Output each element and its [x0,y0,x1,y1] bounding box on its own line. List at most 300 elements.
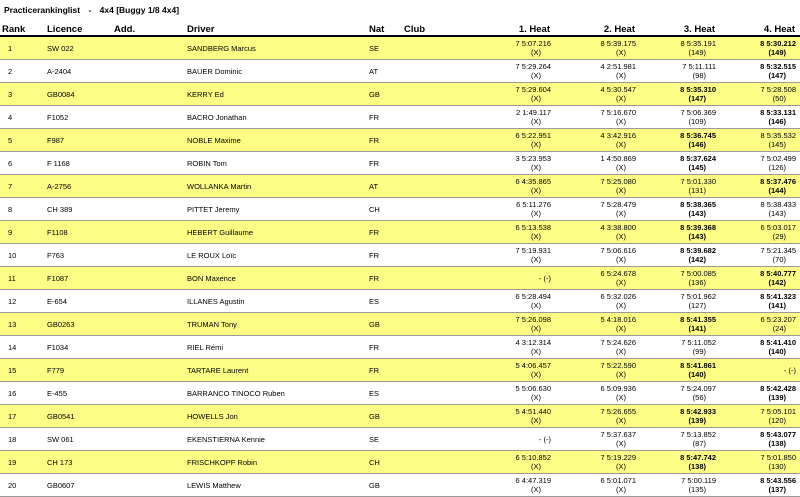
nat-cell: FR [367,152,402,175]
heat-3-cell [640,175,720,198]
table-row[interactable] [0,152,800,175]
heat-result: 7 5:02.499 [760,154,796,163]
col-add[interactable]: Add. [112,22,185,36]
rank-cell: 2 [0,60,45,83]
heat-position: (X) [616,48,626,57]
table-row[interactable] [0,290,800,313]
nat-cell: CH [367,198,402,221]
licence-cell: F1087 [45,267,112,290]
heat-2-cell [555,313,640,336]
licence-cell: GB0084 [45,83,112,106]
heat-result: 7 5:16.670 [600,108,636,117]
heat-result: 7 5:21.345 [760,246,796,255]
nat-cell: GB [367,313,402,336]
heat-position: (29) [772,232,786,241]
heat-4-cell [720,221,800,244]
licence-cell: CH 389 [45,198,112,221]
col-rank[interactable]: Rank [0,22,45,36]
club-cell [402,382,470,405]
table-row[interactable] [0,83,800,106]
heat-position: (99) [692,347,706,356]
nat-cell: GB [367,83,402,106]
heat-position: (138) [688,462,706,471]
heat-3-cell [640,244,720,267]
heat-result: 8 5:35.191 [680,39,716,48]
heat-position: (141) [768,301,786,310]
heat-result: 8 5:41.323 [760,292,796,301]
heat-result: 5 4:06.457 [515,361,551,370]
table-row[interactable] [0,267,800,290]
club-cell [402,290,470,313]
driver-cell: BON Maxence [185,267,367,290]
club-cell [402,36,470,60]
heat-result: 7 5:11.111 [682,62,716,71]
table-row[interactable] [0,221,800,244]
heat-position: (130) [768,462,786,471]
heat-position: (X) [531,209,541,218]
heat-result: 6 4:47.319 [515,476,551,485]
heat-result: 8 5:39.682 [680,246,716,255]
heat-position: (126) [768,163,786,172]
club-cell [402,474,470,497]
heat-2-cell [555,106,640,129]
club-cell [402,451,470,474]
club-cell [402,106,470,129]
licence-cell: GB0607 [45,474,112,497]
heat-result: 7 5:01.330 [680,177,716,186]
heat-position: (109) [688,117,706,126]
add-cell [112,290,185,313]
title-separator: - [88,5,92,15]
table-row[interactable] [0,451,800,474]
heat-result: 4 3:42.916 [600,131,636,140]
heat-result: - (-) [538,434,551,444]
licence-cell: F1108 [45,221,112,244]
heat-4-cell [720,336,800,359]
club-cell [402,313,470,336]
heat-1-cell [470,36,555,60]
driver-cell: BACRO Jonathan [185,106,367,129]
heat-1-cell [470,359,555,382]
table-row[interactable] [0,244,800,267]
col-heat-1[interactable]: 1. Heat [470,22,555,36]
licence-cell: F1052 [45,106,112,129]
heat-2-cell [555,244,640,267]
heat-1-cell [470,474,555,497]
heat-position: (137) [768,485,786,494]
heat-result: 6 5:23.207 [760,315,796,324]
add-cell [112,60,185,83]
nat-cell: AT [367,60,402,83]
heat-4-cell [720,474,800,497]
club-cell [402,129,470,152]
heat-position: (147) [688,94,706,103]
add-cell [112,106,185,129]
table-row[interactable] [0,359,800,382]
heat-position: (131) [688,186,706,195]
heat-position: (X) [616,485,626,494]
heat-3-cell [640,36,720,60]
heat-result: 8 5:37.624 [680,154,716,163]
heat-result: 7 5:00.085 [680,269,716,278]
heat-4-cell [720,267,800,290]
heat-position: (X) [531,485,541,494]
rank-cell: 4 [0,106,45,129]
licence-cell: A-2404 [45,60,112,83]
heat-position: (143) [768,209,786,218]
heat-result: 7 5:24.626 [600,338,636,347]
heat-3-cell [640,267,720,290]
table-row[interactable] [0,336,800,359]
heat-1-cell [470,290,555,313]
heat-1-cell [470,221,555,244]
heat-4-cell [720,175,800,198]
heat-result: - (-) [783,365,796,375]
licence-cell: A-2756 [45,175,112,198]
heat-position: (145) [688,163,706,172]
rank-cell: 16 [0,382,45,405]
nat-cell: FR [367,336,402,359]
heat-position: (X) [616,94,626,103]
heat-result: 8 5:37.476 [760,177,796,186]
col-club[interactable]: Club [402,22,470,36]
heat-result: 8 5:40.777 [760,269,796,278]
table-row[interactable] [0,474,800,497]
heat-position: (56) [692,393,706,402]
heat-1-cell [470,382,555,405]
club-cell [402,244,470,267]
heat-position: (X) [616,347,626,356]
heat-2-cell [555,198,640,221]
heat-position: (139) [688,416,706,425]
heat-result: 8 5:39.175 [600,39,636,48]
heat-result: 4 2:51.981 [600,62,636,71]
heat-position: (X) [531,301,541,310]
add-cell [112,382,185,405]
nat-cell: FR [367,244,402,267]
heat-result: 8 5:35.310 [680,85,716,94]
add-cell [112,83,185,106]
heat-4-cell [720,244,800,267]
heat-3-cell [640,129,720,152]
rank-cell: 17 [0,405,45,428]
heat-position: (X) [531,71,541,80]
heat-result: 8 5:43.556 [760,476,796,485]
heat-3-cell [640,83,720,106]
heat-4-cell [720,451,800,474]
driver-cell: LE ROUX Loïc [185,244,367,267]
heat-position: (X) [531,94,541,103]
heat-position: (149) [688,48,706,57]
heat-position: (X) [616,163,626,172]
heat-position: (X) [616,462,626,471]
table-row[interactable] [0,60,800,83]
col-heat-2[interactable]: 2. Heat [555,22,640,36]
add-cell [112,175,185,198]
nat-cell: FR [367,267,402,290]
heat-result: 8 5:32.515 [760,62,796,71]
heat-position: (146) [688,140,706,149]
rank-cell: 13 [0,313,45,336]
heat-position: (142) [768,278,786,287]
heat-3-cell [640,405,720,428]
heat-position: (87) [692,439,706,448]
rank-cell: 12 [0,290,45,313]
col-heat-4[interactable]: 4. Heat [720,22,800,36]
heat-result: 7 5:07.216 [515,39,551,48]
add-cell [112,451,185,474]
table-row[interactable] [0,198,800,221]
heat-result: 8 5:38.433 [760,200,796,209]
heat-position: (149) [768,48,786,57]
table-row[interactable] [0,106,800,129]
heat-3-cell [640,290,720,313]
nat-cell: SE [367,36,402,60]
class-name: 4x4 [Buggy 1/8 4x4] [99,5,180,15]
heat-result: 7 5:01.962 [680,292,716,301]
heat-result: 7 5:01.850 [760,453,796,462]
heat-position: (70) [772,255,786,264]
heat-2-cell [555,129,640,152]
heat-position: (140) [768,347,786,356]
add-cell [112,336,185,359]
heat-3-cell [640,198,720,221]
heat-4-cell [720,129,800,152]
heat-result: 6 5:03.017 [760,223,796,232]
rank-cell: 11 [0,267,45,290]
heat-position: (143) [688,232,706,241]
heat-position: (X) [531,416,541,425]
driver-cell: ROBIN Tom [185,152,367,175]
heat-result: 7 5:05.101 [760,407,796,416]
heat-position: (X) [531,140,541,149]
ranking-table [0,22,800,497]
heat-position: (X) [531,393,541,402]
heat-3-cell [640,428,720,451]
licence-cell: E-654 [45,290,112,313]
heat-1-cell [470,83,555,106]
table-header-row [0,22,800,36]
heat-1-cell [470,267,555,290]
club-cell [402,267,470,290]
heat-position: (136) [688,278,706,287]
heat-position: (X) [616,393,626,402]
heat-result: 7 5:06.369 [680,108,716,117]
table-row[interactable] [0,129,800,152]
heat-result: 8 5:41.355 [680,315,716,324]
driver-cell: TARTARE Laurent [185,359,367,382]
nat-cell: FR [367,106,402,129]
heat-position: (X) [531,48,541,57]
table-row[interactable] [0,405,800,428]
list-name: Practicerankinglist [4,5,81,15]
heat-result: 8 5:36.745 [680,131,716,140]
heat-result: - (-) [538,273,551,283]
club-cell [402,175,470,198]
heat-position: (X) [616,370,626,379]
table-row[interactable] [0,428,800,451]
heat-1-cell [470,175,555,198]
heat-3-cell [640,221,720,244]
heat-2-cell [555,336,640,359]
heat-1-cell [470,428,555,451]
driver-cell: ILLANES Agustin [185,290,367,313]
heat-position: (147) [768,71,786,80]
add-cell [112,359,185,382]
col-driver[interactable]: Driver [185,22,367,36]
heat-result: 8 5:43.077 [760,430,796,439]
heat-3-cell [640,451,720,474]
heat-position: (141) [688,324,706,333]
driver-cell: HEBERT Guillaume [185,221,367,244]
club-cell [402,428,470,451]
heat-2-cell [555,152,640,175]
rank-cell: 14 [0,336,45,359]
rank-cell: 8 [0,198,45,221]
heat-position: (120) [768,416,786,425]
heat-result: 5 4:51.440 [515,407,551,416]
club-cell [402,198,470,221]
heat-position: (139) [768,393,786,402]
heat-position: (X) [531,117,541,126]
nat-cell: FR [367,129,402,152]
heat-4-cell [720,198,800,221]
heat-result: 1 4:50.869 [600,154,636,163]
page-title [4,5,185,15]
heat-position: (X) [531,347,541,356]
heat-position: (127) [688,301,706,310]
heat-3-cell [640,474,720,497]
rank-cell: 9 [0,221,45,244]
heat-result: 7 5:26.098 [515,315,551,324]
heat-1-cell [470,129,555,152]
heat-3-cell [640,106,720,129]
heat-4-cell [720,152,800,175]
heat-result: 7 5:00.119 [681,476,716,485]
heat-result: 8 5:38.365 [680,200,716,209]
heat-position: (X) [531,255,541,264]
licence-cell: F 1168 [45,152,112,175]
heat-4-cell [720,359,800,382]
driver-cell: FRISCHKOPF Robin [185,451,367,474]
heat-result: 4 5:30.547 [600,85,636,94]
heat-4-cell [720,83,800,106]
heat-3-cell [640,60,720,83]
heat-result: 7 5:28.479 [600,200,636,209]
heat-result: 6 5:01.071 [600,476,636,485]
heat-2-cell [555,405,640,428]
heat-2-cell [555,290,640,313]
heat-4-cell [720,382,800,405]
heat-position: (143) [688,209,706,218]
table-row[interactable] [0,382,800,405]
heat-result: 2 1:49.117 [516,108,551,117]
add-cell [112,36,185,60]
rank-cell: 5 [0,129,45,152]
heat-result: 8 5:33.131 [760,108,796,117]
nat-cell: CH [367,451,402,474]
heat-2-cell [555,36,640,60]
heat-position: (138) [768,439,786,448]
table-row[interactable] [0,175,800,198]
heat-result: 6 5:13.538 [515,223,551,232]
heat-result: 7 5:19.931 [515,246,551,255]
licence-cell: E-455 [45,382,112,405]
heat-1-cell [470,106,555,129]
heat-result: 6 5:28.494 [515,292,551,301]
col-nat[interactable]: Nat [367,22,402,36]
heat-result: 6 5:24.678 [600,269,636,278]
licence-cell: F779 [45,359,112,382]
driver-cell: KERRY Ed [185,83,367,106]
heat-result: 7 5:11.052 [681,338,716,347]
heat-4-cell [720,60,800,83]
heat-2-cell [555,359,640,382]
table-row[interactable] [0,313,800,336]
heat-result: 7 5:29.604 [515,85,551,94]
licence-cell: F1034 [45,336,112,359]
heat-result: 7 5:22.590 [600,361,636,370]
add-cell [112,221,185,244]
heat-result: 3 5:23.953 [515,154,551,163]
heat-position: (X) [616,255,626,264]
heat-result: 8 5:30.212 [760,39,796,48]
club-cell [402,152,470,175]
heat-position: (X) [531,370,541,379]
table-row[interactable] [0,36,800,60]
heat-4-cell [720,36,800,60]
heat-position: (X) [616,232,626,241]
heat-position: (50) [772,94,786,103]
add-cell [112,405,185,428]
nat-cell: GB [367,474,402,497]
heat-2-cell [555,382,640,405]
heat-result: 8 5:35.532 [760,131,796,140]
club-cell [402,83,470,106]
heat-2-cell [555,221,640,244]
heat-position: (X) [616,71,626,80]
rank-cell: 1 [0,36,45,60]
heat-result: 4 3:38.800 [600,223,636,232]
add-cell [112,428,185,451]
heat-result: 7 5:19.229 [600,453,636,462]
heat-4-cell [720,106,800,129]
licence-cell: GB0541 [45,405,112,428]
col-licence[interactable]: Licence [45,22,112,36]
heat-1-cell [470,336,555,359]
rank-cell: 10 [0,244,45,267]
heat-result: 6 5:22.951 [515,131,551,140]
heat-2-cell [555,428,640,451]
heat-position: (X) [616,186,626,195]
heat-position: (24) [772,324,786,333]
heat-position: (146) [768,117,786,126]
heat-1-cell [470,405,555,428]
heat-result: 7 5:13.852 [680,430,716,439]
heat-position: (X) [616,439,626,448]
club-cell [402,359,470,382]
heat-position: (X) [616,301,626,310]
driver-cell: EKENSTIERNA Kennie [185,428,367,451]
heat-2-cell [555,451,640,474]
heat-result: 6 5:09.936 [600,384,636,393]
licence-cell: SW 061 [45,428,112,451]
col-heat-3[interactable]: 3. Heat [640,22,720,36]
heat-2-cell [555,60,640,83]
heat-position: (X) [531,324,541,333]
rank-cell: 7 [0,175,45,198]
driver-cell: WOLLANKA Martin [185,175,367,198]
